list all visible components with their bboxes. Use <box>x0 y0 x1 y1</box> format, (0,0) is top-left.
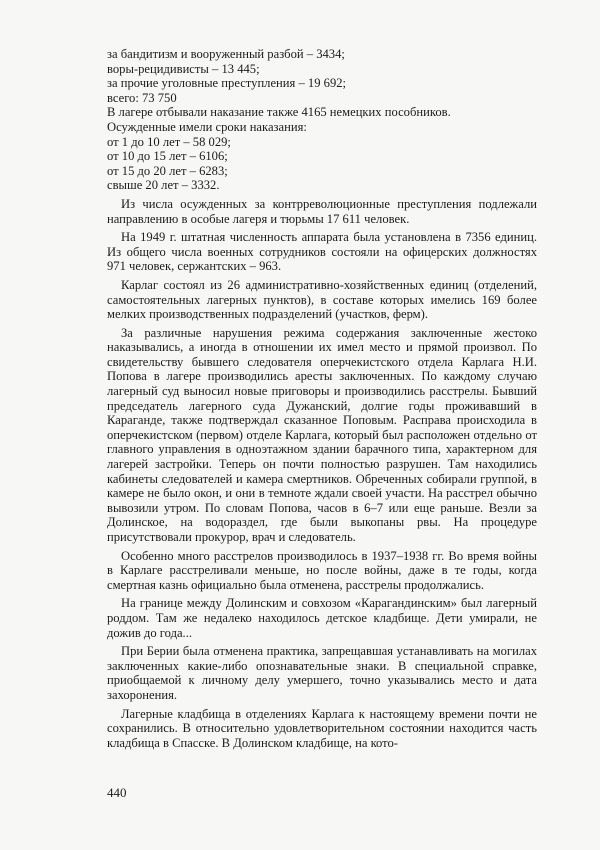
stat-line: Осужденные имели сроки наказания: <box>107 119 307 134</box>
paragraph: За различные нарушения режима содержания заключенные жестоко наказывались, а иногда в отношении их имел место и прямой произвол. По свидетельству бывшего следователя оперчекистского отдела Карлага Н.И. Попова в лагере производились аресты заключенных. По каждому случаю лагерный суд выносил новые приговоры и производились расстрелы. Бывший председатель лагерного суда Дужанский, долгие годы проживавший в Караганде, также подтверждал сказанное Поповым. Расправа происходила в оперчекистском (первом) отделе Карлага, который был расположен отдельно от главного управления в одноэтажном здании барачного типа, характерном для лагерей застройки. Теперь он почти полностью разрушен. Там находились кабинеты следователей и камера смертников. Обреченных собирали группой, в камере не было окон, и они в темноте ждали своей участи. На расстрел обычно вывозили утром. По словам Попова, часов в 6–7 или еще раньше. Везли за Долинское, на водораздел, где были выкопаны рвы. На процедуре присутствовали прокурор, врач и следователь. <box>107 325 537 544</box>
paragraph: Карлаг состоял из 26 административно-хозяйственных единиц (отделений, самостоятельных лагерных пунктов), в составе которых имелись 169 более мелких производственных подразделений (участков, ферм). <box>107 277 537 322</box>
page-number: 440 <box>107 785 127 800</box>
stat-line: свыше 20 лет – 3332. <box>107 178 220 193</box>
stat-line: воры-рецидивисты – 13 445; <box>107 61 260 76</box>
stat-line: за бандитизм и вооруженный разбой – 3434; <box>107 47 345 61</box>
paragraph: Лагерные кладбища в отделениях Карлага к настоящему времени почти не сохранились. В относительно удовлетворительном состоянии находится часть кладбища в Спасске. В Долинском кладбище, на кото- <box>107 706 537 750</box>
stat-line: от 15 до 20 лет – 6283; <box>107 163 228 178</box>
stat-line: от 1 до 10 лет – 58 029; <box>107 134 231 149</box>
paragraph: На 1949 г. штатная численность аппарата была установлена в 7356 единиц. Из общего числа военных сотрудников состояли на офицерских должностях 971 человек, сержантских – 963. <box>107 230 537 274</box>
stat-line: всего: 73 750 <box>107 90 177 105</box>
paragraph: Из числа осужденных за контрреволюционные преступления подлежали направлению в особые лагеря и тюрьмы 17 611 человек. <box>107 196 537 226</box>
stat-line: от 10 до 15 лет – 6106; <box>107 149 228 164</box>
stat-line: В лагере отбывали наказание также 4165 немецких пособников. <box>107 105 451 120</box>
paragraph: При Берии была отменена практика, запрещавшая устанавливать на могилах заключенных какие-либо опознавательные знаки. В специальной справке, приобщаемой к личному делу умершего, точно указывались место и дата захоронения. <box>107 644 537 702</box>
page-body <box>107 47 537 754</box>
stat-line: за прочие уголовные преступления – 19 692; <box>107 76 347 91</box>
paragraph: На границе между Долинским и совхозом «Карагандинским» был лагерный роддом. Там же недалеко находилось детское кладбище. Дети умирали, не дожив до года... <box>107 596 537 640</box>
paragraph: Особенно много расстрелов производилось в 1937–1938 гг. Во время войны в Карлаге расстреливали меньше, но после войны, даже в те годы, когда смертная казнь официально была отменена, расстрелы продолжались. <box>107 548 537 592</box>
